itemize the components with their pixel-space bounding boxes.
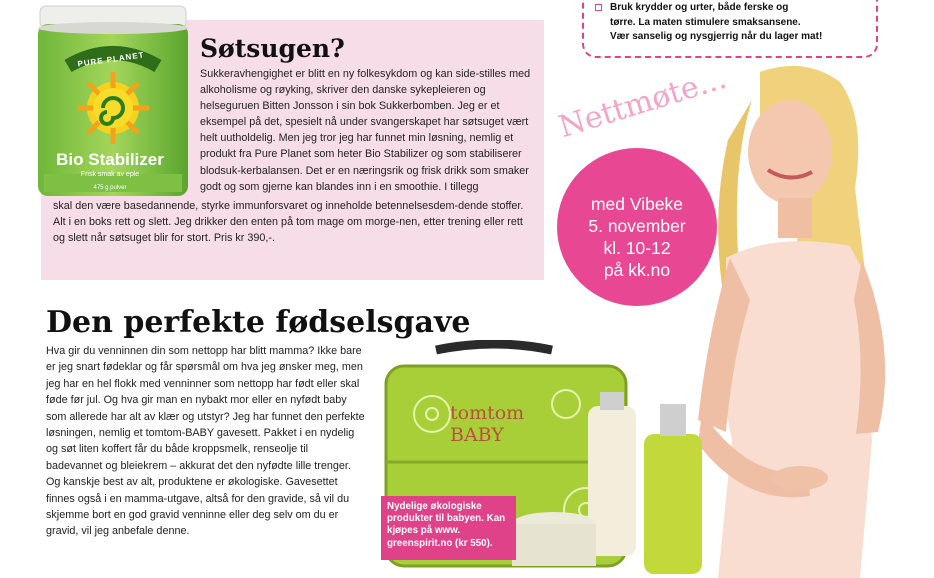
- nettmote-line-3: kl. 10-12: [603, 238, 671, 258]
- fodselsgave-body: Hva gir du venninnen din som nettopp har blitt mamma? Ikke bare er jeg snart fødeklar og får spørsmål om hva jeg ønsker meg, men jeg har en hel flokk med venninner som nettopp har født eller skal føde før jul. Og hva gir man en nybakt mor eller en nyfødt baby som allerede har alt av klær og utstyr? Jeg har funnet den perfekte løsningen, nemlig et tomtom-BABY gavesett. Pakket i en nydelig og søt liten koffert får du både kroppsmelk, renseolje til badevannet og bleiekrem – akkurat det den nyfødte lille trenger. Og kanskje best av alt, produktene er økologiske. Gavesettet finnes også i en mamma-utgave, altså for den gravide, så vil du skjemme bort en god gravid venninne eller deg selv om du er gravid, vil jeg anbefale denne.: [46, 345, 365, 538]
- jar-size: 475 g pulver: [93, 185, 127, 191]
- sotsugen-body-wide: skal den være basedannende, styrke immunforsvaret og inneholde betennelsesdem-dende stoffer. Alt i en boks rett og slett. Jeg drikker den enten på tom mage om morge-nen, etter trening eller rett og slett når søtsuget blir for stort. Pris kr 390,-.: [53, 200, 524, 245]
- nettmote-line-2: 5. november: [588, 216, 686, 236]
- nettmote-details: [557, 193, 717, 281]
- product-caption: Nydelige økologiske produkter til babyen. Kan kjøpes på www. greenspirit.no (kr 550).: [381, 496, 516, 560]
- nettmote-title: Nettmøte...: [554, 60, 731, 146]
- sotsugen-body-narrow: Sukkeravhengighet er blitt en ny folkesykdom og kan side-stilles med alkoholisme og røyking, skriver den danske sykepleieren og helseguruen Bitten Jonsson i sin bok Sukkerbomben. Jeg er et eksempel på det, spesielt nå under svangerskapet har søtsuget vært helt uutholdelig. Men jeg tror jeg har funnet min løsning, nemlig et produkt fra Pure Planet som heter Bio Stabilizer og som stabiliserer blodsuk-kerbalansen. Det er en næringsrik og frisk drikk som smaker godt og som gjerne kan blandes inn i en smoothie. I tillegg: [200, 68, 531, 193]
- sotsugen-title: Søtsugen?: [200, 34, 345, 63]
- nettmote-line-1: med Vibeke: [590, 194, 684, 214]
- tip-line-3: Vær sanselig og nysgjerrig når du lager mat!: [610, 31, 823, 42]
- tip-line-2: tørre. La maten stimulere smaksansene.: [610, 16, 801, 28]
- suitcase-brand-label: tomtom BABY: [450, 402, 525, 446]
- nettmote-line-4: på kk.no: [603, 260, 671, 280]
- checkbox-bullet-icon: [595, 4, 602, 11]
- tip-line-1: Bruk krydder og urter, både ferske og: [610, 2, 789, 13]
- pregnant-woman-photo: [690, 60, 934, 578]
- fodselsgave-title: Den perfekte fødselsgave: [46, 305, 471, 340]
- tip-box: [582, 0, 878, 58]
- jar-brand-label: PURE PLANET: [76, 50, 146, 69]
- jar-flavor: Frisk smak av eple: [80, 171, 140, 178]
- jar-product-name: Bio Stabilizer: [56, 150, 164, 169]
